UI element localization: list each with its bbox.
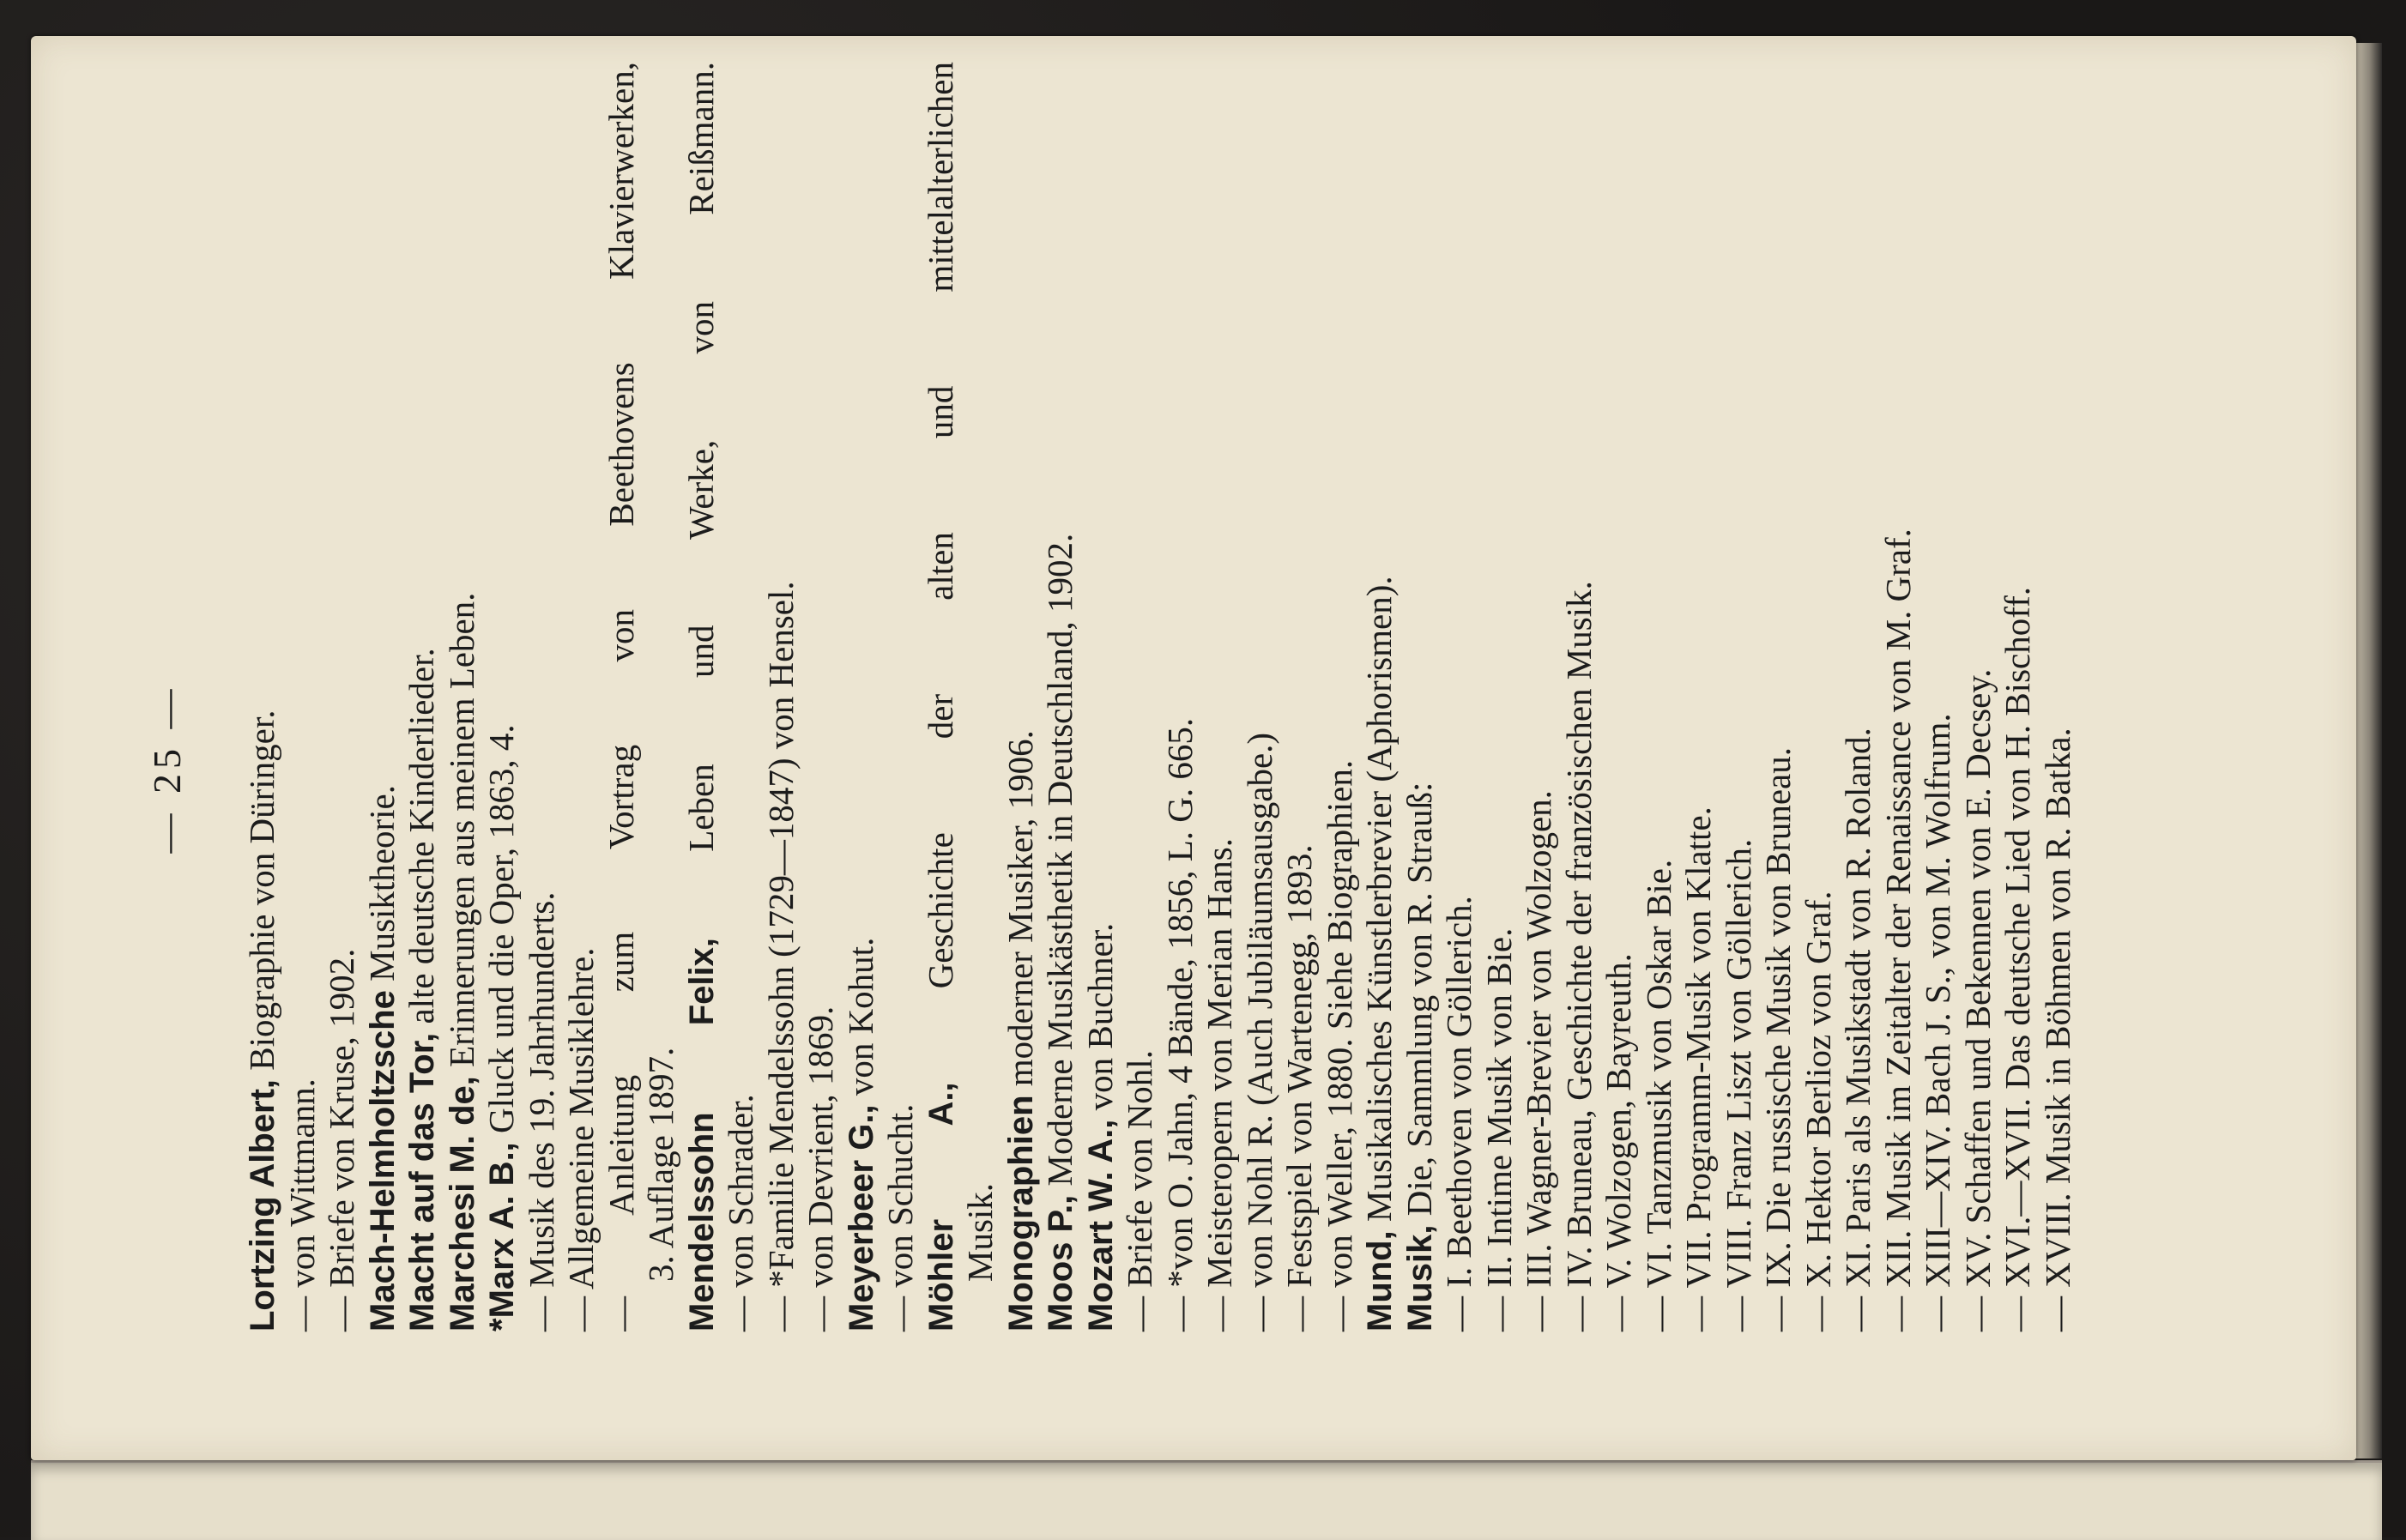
entry-text: — *Familie Mendelssohn (1729—1847) von Hensel. <box>760 581 801 1332</box>
entry-text: Biographie von Düringer. <box>242 710 281 1079</box>
index-subentry <box>1559 62 1599 1332</box>
index-subentry <box>522 62 562 1332</box>
index-subentry <box>282 62 323 1332</box>
entry-text: 3. Auflage 1897. <box>641 1047 680 1282</box>
entry-text: von Kohut. <box>840 937 880 1105</box>
entry-text: — Allgemeine Musiklehre. <box>561 947 601 1332</box>
entry-text: — Festspiel von Wartenegg, 1893. <box>1279 844 1319 1332</box>
entry-text: — Musik des 19. Jahrhunderts. <box>521 891 561 1332</box>
entry-text: Die, Sammlung von R. Strauß: <box>1399 782 1439 1225</box>
index-subentry <box>880 62 921 1332</box>
index-entry <box>362 62 402 1332</box>
entry-text: — von Schrader. <box>721 1094 760 1332</box>
entry-heading: Mund, <box>1361 1230 1399 1332</box>
index-entry <box>841 62 881 1332</box>
entry-heading: Möhler A., <box>922 1082 960 1332</box>
index-entry <box>1359 62 1399 1332</box>
index-entry <box>1040 62 1080 1332</box>
index-subentry <box>761 62 801 1332</box>
entry-text: Leben und Werke, von Reißmann. <box>680 62 721 939</box>
index-subentry <box>1479 62 1520 1332</box>
entry-text: Musikalisches Künstlerbrevier (Aphorismen). <box>1359 576 1399 1231</box>
entry-text: — XVIII. Musik in Böhmen von R. Batka. <box>2037 728 2077 1332</box>
index-subentry <box>602 62 642 1332</box>
entry-text: — X. Hektor Berlioz von Graf. <box>1798 891 1838 1332</box>
index-entry <box>1000 62 1041 1332</box>
index-subentry <box>1120 62 1160 1332</box>
entry-text: — von Weller, 1880. Siehe Biographien. <box>1319 759 1359 1332</box>
entry-text: — II. Intime Musik von Bie. <box>1478 927 1519 1332</box>
index-subentry <box>1639 62 1679 1332</box>
index-subentry <box>1958 62 1998 1332</box>
index-subentry <box>1838 62 1878 1332</box>
index-entry <box>1399 62 1440 1332</box>
entry-heading: Macht auf das Tor, <box>403 1032 441 1332</box>
index-subentry <box>721 62 761 1332</box>
index-subentry <box>1160 62 1200 1332</box>
entry-text: — von Schucht. <box>880 1103 920 1332</box>
entry-text: — IX. Die russische Musik von Bruneau. <box>1758 747 1798 1332</box>
entry-text: — IV. Bruneau, Geschichte der französischen Musik. <box>1558 581 1599 1332</box>
entry-text: — Briefe von Nohl. <box>1120 1050 1159 1332</box>
entry-text: — XII. Musik im Zeitalter der Renaissance von M. Graf. <box>1877 528 1918 1332</box>
index-subentry <box>322 62 362 1332</box>
entry-text: Gluck und die Oper, 1863, 4. <box>481 724 521 1143</box>
index-subentry <box>1200 62 1240 1332</box>
entry-text: — VIII. Franz Liszt von Göllerich. <box>1718 838 1758 1332</box>
entry-text: — VII. Programm-Musik von Klatte. <box>1678 806 1718 1332</box>
entry-text: von Buchner. <box>1079 922 1120 1120</box>
entry-heading: Musik, <box>1400 1224 1439 1332</box>
index-subentry <box>1320 62 1360 1332</box>
index-entries <box>242 62 2077 1332</box>
entry-text: — I. Beethoven von Göllerich. <box>1439 896 1478 1332</box>
index-subentry <box>1719 62 1759 1332</box>
entry-heading: Meyerbeer G., <box>842 1104 880 1332</box>
index-entry <box>481 62 522 1332</box>
entry-text: Geschichte der alten und mittelalterlichen <box>920 62 960 1083</box>
index-subentry <box>1758 62 1798 1332</box>
entry-text: — Briefe von Kruse, 1902. <box>322 948 361 1332</box>
index-subentry <box>960 62 1000 1332</box>
entry-text: — VI. Tanzmusik von Oskar Bie. <box>1638 859 1678 1332</box>
entry-text: — XI. Paris als Musikstadt von R. Roland. <box>1838 728 1877 1332</box>
index-entry <box>442 62 482 1332</box>
entry-text: — XIII—XIV. Bach J. S., von M. Wolfrum. <box>1918 713 1957 1332</box>
entry-heading: Mozart W. A., <box>1081 1119 1120 1332</box>
index-subentry <box>1998 62 2038 1332</box>
entry-text: — III. Wagner-Brevier von Wolzogen. <box>1519 790 1558 1332</box>
index-subentry <box>1798 62 1839 1332</box>
entry-text: alte deutsche Kinderlieder. <box>402 648 441 1033</box>
index-subentry <box>641 62 681 1332</box>
index-subentry <box>1519 62 1559 1332</box>
entry-text: — von Nohl R. (Auch Jubiläumsausgabe.) <box>1239 732 1279 1332</box>
entry-text: Moderne Musikästhetik in Deutschland, 1902. <box>1040 533 1079 1195</box>
index-subentry <box>1279 62 1320 1332</box>
index-subentry <box>1439 62 1479 1332</box>
index-subentry <box>1599 62 1639 1332</box>
entry-heading: Monographien <box>1001 1095 1040 1332</box>
entry-text: — *von O. Jahn, 4 Bände, 1856, L. G. 665. <box>1159 717 1200 1332</box>
index-entry <box>242 62 282 1332</box>
index-subentry <box>1678 62 1719 1332</box>
entry-heading: Mendelssohn Felix, <box>682 938 721 1332</box>
index-entry <box>1080 62 1121 1332</box>
entry-text: — von Devrient, 1869. <box>801 1006 840 1332</box>
entry-text: moderner Musiker, 1906. <box>1000 730 1040 1096</box>
entry-text: Musik. <box>960 1182 1000 1282</box>
entry-text: — von Wittmann. <box>281 1078 322 1332</box>
entry-heading: Moos P., <box>1042 1194 1079 1332</box>
index-subentry <box>2038 62 2078 1332</box>
index-subentry <box>1878 62 1919 1332</box>
entry-text: Erinnerungen aus meinem Leben. <box>441 592 481 1077</box>
entry-heading: Mach-Helmholtzsche <box>363 990 402 1332</box>
index-subentry <box>801 62 841 1332</box>
entry-text: — XVI.—XVII. Das deutsche Lied von H. Bischoff. <box>1998 586 2037 1332</box>
index-entry <box>681 62 722 1332</box>
entry-text: — V. Wolzogen, Bayreuth. <box>1599 953 1638 1332</box>
entry-text: — XV. Schaffen und Bekennen von E. Decsey. <box>1957 668 1998 1332</box>
entry-text: — Anleitung zum Vortrag von Beethovens Klavierwerken, <box>601 62 641 1332</box>
page-number: — 25 — <box>145 684 189 854</box>
index-subentry <box>1918 62 1958 1332</box>
index-entry <box>402 62 442 1332</box>
index-subentry <box>1240 62 1280 1332</box>
index-entry <box>921 62 961 1332</box>
entry-heading: Marchesi M. de, <box>443 1076 481 1332</box>
entry-text: — Meisteropern von Merian Hans. <box>1200 837 1239 1332</box>
entry-heading: *Marx A. B., <box>483 1142 521 1332</box>
entry-text: Musiktheorie. <box>361 785 402 991</box>
entry-heading: Lortzing Albert, <box>244 1078 281 1332</box>
index-subentry <box>561 62 602 1332</box>
